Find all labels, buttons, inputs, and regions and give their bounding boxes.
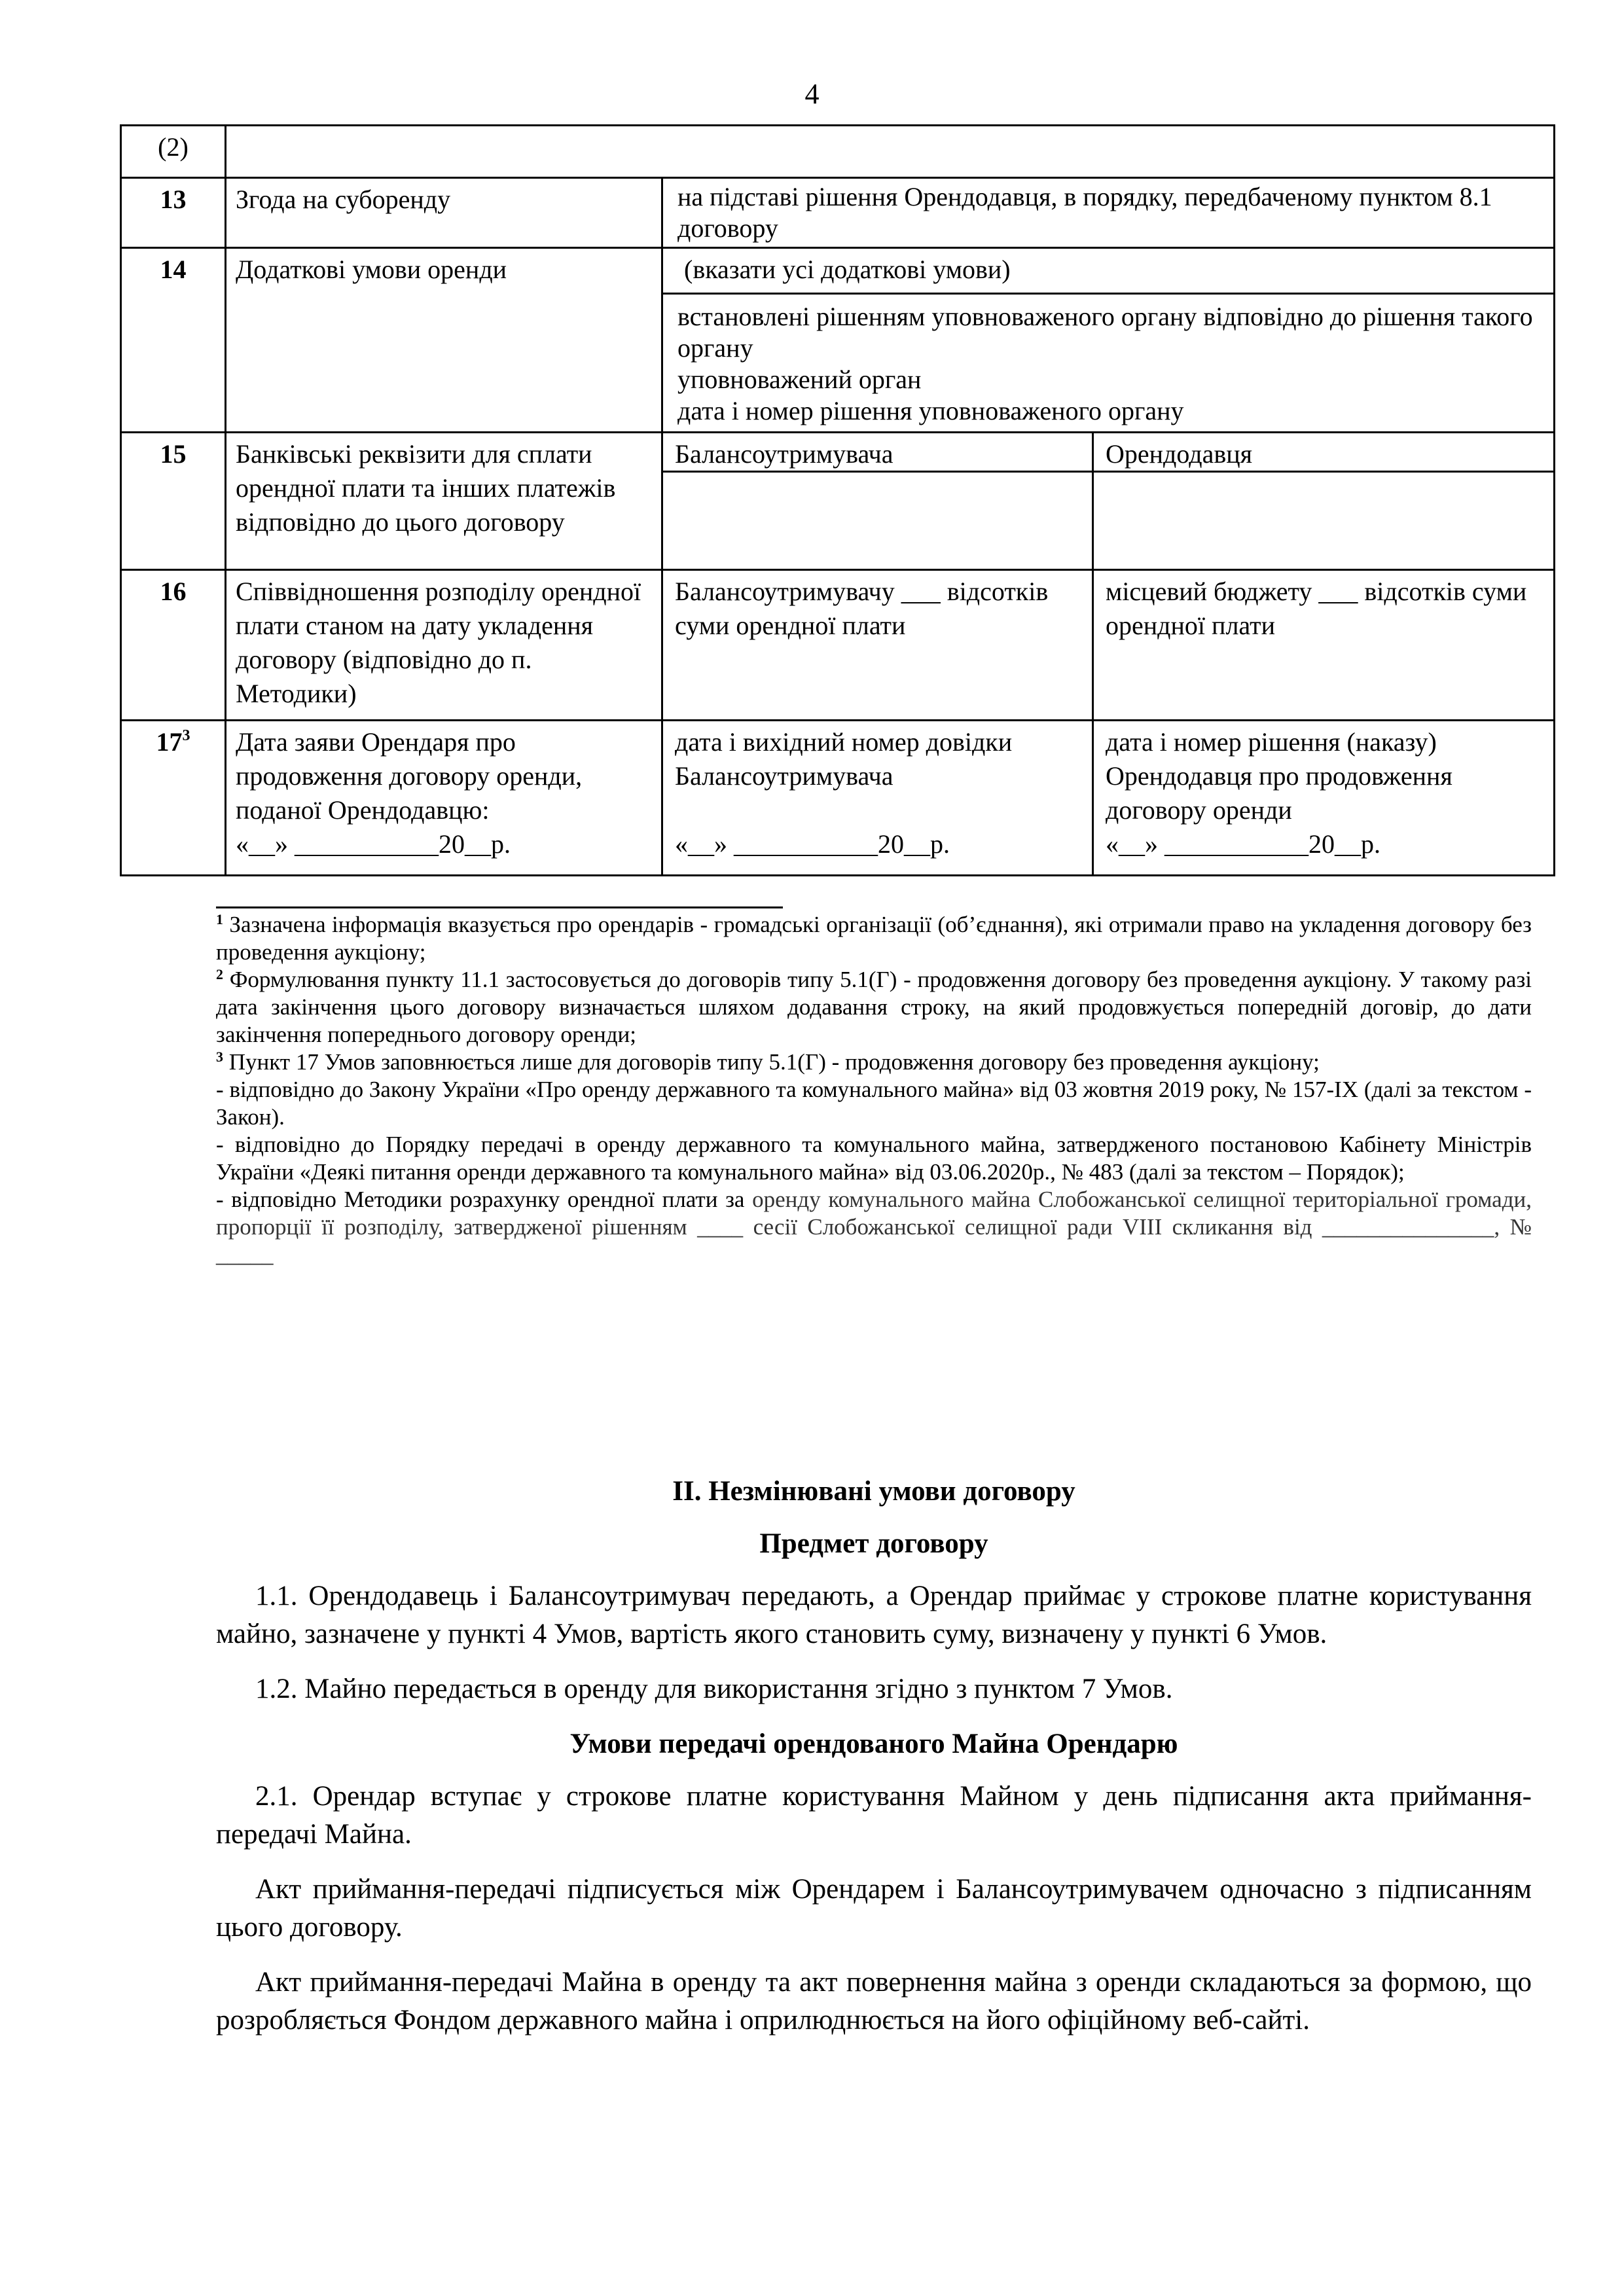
clause-1-1: 1.1. Орендодавець і Балансоутримувач передають, а Орендар приймає у строкове платне користування майно, зазначене у пункті 4 Умов, вартість якого становить суму, визначену у пункті 6 Умов. [216,1581,1532,1649]
clause-2-1-act-form: Акт приймання-передачі Майна в оренду та акт повернення майна з оренди складаються за формою, що розробляється Фондом державного майна і оприлюднюється на його офіційному веб-сайті. [216,1967,1532,2036]
subject-heading: Предмет договору [759,1528,988,1559]
rent-split-group [663,571,1553,719]
date-blank: «__» ___________20__р. [1106,829,1380,859]
table-row-13 [122,177,1553,247]
lease-terms-table [120,124,1555,876]
detail-line: дата і номер рішення уповноваженого органу [677,396,1184,425]
row-label [226,721,663,874]
date-blank: «__» ___________20__р. [236,829,511,859]
footnotes [216,911,1532,1268]
transfer-heading: Умови передачі орендованого Майна Орендарю [569,1729,1178,1759]
table-row-17 [122,719,1553,874]
balance-holder-bank-details[interactable] [663,473,1094,569]
row-number: 13 [122,179,226,247]
table-row-15 [122,431,1553,569]
bank-details-group [663,433,1553,569]
local-budget-share: місцевий бюджету ___ відсотків суми орендної плати [1106,577,1527,640]
row-number-text: 17 [156,727,183,757]
date-blank: «__» ___________20__р. [675,829,950,859]
row-label: Додаткові умови оренди [226,249,663,431]
page-number: 4 [804,78,820,110]
section-ii [216,1473,1532,2056]
table-row-14 [122,247,1553,431]
clause-2-1-act-signing: Акт приймання-передачі підписується між Орендарем і Балансоутримувачем одночасно з підписанням цього договору. [216,1874,1532,1943]
footnote-law: - відповідно до Закону України «Про оренду державного та комунального майна» від 03 жовтня 2019 року, № 157-IX (далі за текстом - Закон). [216,1077,1532,1130]
section-title: ІІ. Незмінювані умови договору [672,1476,1075,1507]
clause-2-1: 2.1. Орендар вступає у строкове платне користування Майном у день підписання акта приймання-передачі Майна. [216,1781,1532,1850]
detail-line: встановлені рішенням уповноваженого органу відповідно до рішення такого органу [677,302,1533,363]
methodology-text-gray: оренду комунального майна Слобожанської селищної територіальної громади, пропорції її розподілу, затвердженої рішенням ____ сесії Слобожанської селищної ради VIII скликання від _______________, № _____ [216,1187,1532,1267]
row-number [122,721,226,874]
row-number: (2) [122,126,226,177]
footnote-text: Формулювання пункту 11.1 застосовується до договорів типу 5.1(Г) - продовження договору без проведення аукціону. У такому разі дата закінчення цього договору визначається шляхом додавання строку, на який продовжується попередній договір, до дати закінчення попереднього договору оренди; [216,967,1532,1047]
bank-details-values [663,473,1553,569]
lessor-header: Орендодавця [1106,439,1253,469]
row-label: Згода на суборенду [226,179,663,247]
footnote-separator [216,906,783,908]
footnote-order: - відповідно до Порядку передачі в оренду державного та комунального майна, затвердженого постановою Кабінету Міністрів України «Деякі питання оренди державного та комунального майна» від 03.06.2020р., № 483 (далі за текстом – Порядок); [216,1132,1532,1185]
footnote-mark: 1 [216,911,223,927]
additional-terms-details [663,293,1553,431]
footnote-text: Зазначена інформація вказується про орендарів - громадські організації (об’єднання), які отримали право на укладення договору без проведення аукціону; [216,912,1532,965]
empty-cell [226,126,1553,177]
certificate-label: дата і вихідний номер довідки Балансоутримувача [675,727,1013,791]
footnote-3 [216,1049,1532,1076]
footnote-1 [216,911,1532,966]
row-value: на підставі рішення Орендодавця, в порядку, передбаченому пунктом 8.1 договору [677,182,1492,243]
row-label: Співвідношення розподілу орендної плати станом на дату укладення договору (відповідно до п. Методики) [226,571,663,719]
lessor-bank-details[interactable] [1094,473,1553,569]
lessor-decision [1094,721,1553,874]
detail-line: уповноважений орган [677,365,922,394]
footnote-2 [216,966,1532,1049]
table-row-column-index [122,126,1553,177]
row-label-text: Дата заяви Орендаря про продовження договору оренди, поданої Орендодавцю: [236,727,583,825]
balance-holder-share: Балансоутримувачу ___ відсотків суми орендної плати [663,571,1094,719]
footnote-mark: 2 [216,966,223,982]
clause-1-2: 1.2. Майно передається в оренду для використання згідно з пунктом 7 Умов. [255,1674,1173,1704]
decision-label: дата і номер рішення (наказу) Орендодавця про продовження договору оренди [1106,727,1453,825]
table-row-16 [122,569,1553,719]
row-number: 14 [122,249,226,431]
balance-holder-header: Балансоутримувача [663,433,1094,471]
bank-details-header [663,433,1553,473]
additional-terms-hint: (вказати усі додаткові умови) [677,255,1011,284]
row-value-group [663,249,1553,431]
balance-holder-certificate [663,721,1094,874]
footnote-text: Пункт 17 Умов заповнюється лише для договорів типу 5.1(Г) - продовження договору без проведення аукціону; [223,1049,1320,1075]
footnote-methodology [216,1186,1532,1268]
row-number: 15 [122,433,226,569]
methodology-text: - відповідно Методики розрахунку орендної плати за [216,1187,753,1212]
footnote-mark: 3 [216,1049,223,1065]
row-number: 16 [122,571,226,719]
extension-group [663,721,1553,874]
row-label: Банківські реквізити для сплати орендної плати та інших платежів відповідно до цього договору [226,433,663,569]
footnote-ref: 3 [182,727,190,744]
